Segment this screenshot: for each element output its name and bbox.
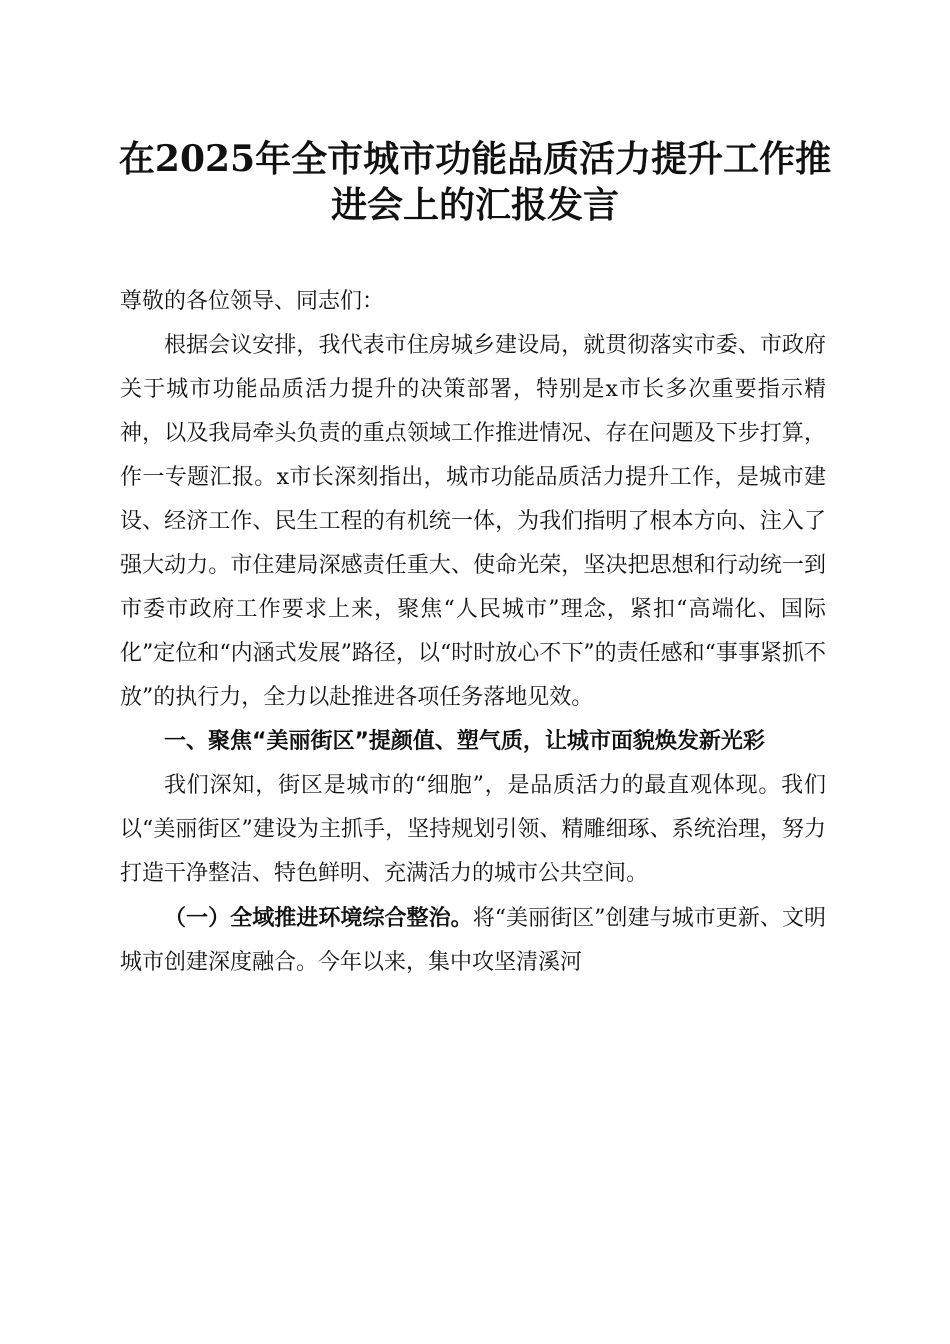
subsection-1-lead: （一）全域推进环境综合整治。 bbox=[164, 905, 473, 931]
document-body bbox=[120, 280, 826, 985]
intro-paragraph: 根据会议安排，我代表市住房城乡建设局，就贯彻落实市委、市政府关于城市功能品质活力提升的决策部署，特别是x市长多次重要指示精神，以及我局牵头负责的重点领域工作推进情况、存在问题及下步打算，作一专题汇报。x市长深刻指出，城市功能品质活力提升工作，是城市建设、经济工作、民生工程的有机统一体，为我们指明了根本方向、注入了强大动力。市住建局深感责任重大、使命光荣，坚决把思想和行动统一到市委市政府工作要求上来，聚焦“人民城市”理念，紧扣“高端化、国际化”定位和“内涵式发展”路径，以“时时放心不下”的责任感和“事事紧抓不放”的执行力，全力以赴推进各项任务落地见效。 bbox=[120, 333, 826, 710]
title-line-2: 进会上的汇报发言 bbox=[330, 184, 619, 226]
section-1-heading: 一、聚焦“美丽街区”提颜值、塑气质，让城市面貌焕发新光彩 bbox=[164, 729, 765, 754]
document-title bbox=[100, 136, 850, 228]
subsection-1-paragraph bbox=[120, 896, 826, 985]
salutation: 尊敬的各位领导、同志们： bbox=[120, 289, 385, 314]
subsection-1-text: 将“美丽街区”创建与城市更新、文明城市创建深度融合。今年以来，集中攻坚清溪河 bbox=[120, 906, 826, 975]
section-1-paragraph: 我们深知，街区是城市的“细胞”，是品质活力的最直观体现。我们以“美丽街区”建设为主抓手，坚持规划引领、精雕细琢、系统治理，努力打造干净整洁、特色鲜明、充满活力的城市公共空间。 bbox=[120, 773, 826, 886]
title-line-1: 在2025年全市城市功能品质活力提升工作推 bbox=[118, 138, 832, 180]
